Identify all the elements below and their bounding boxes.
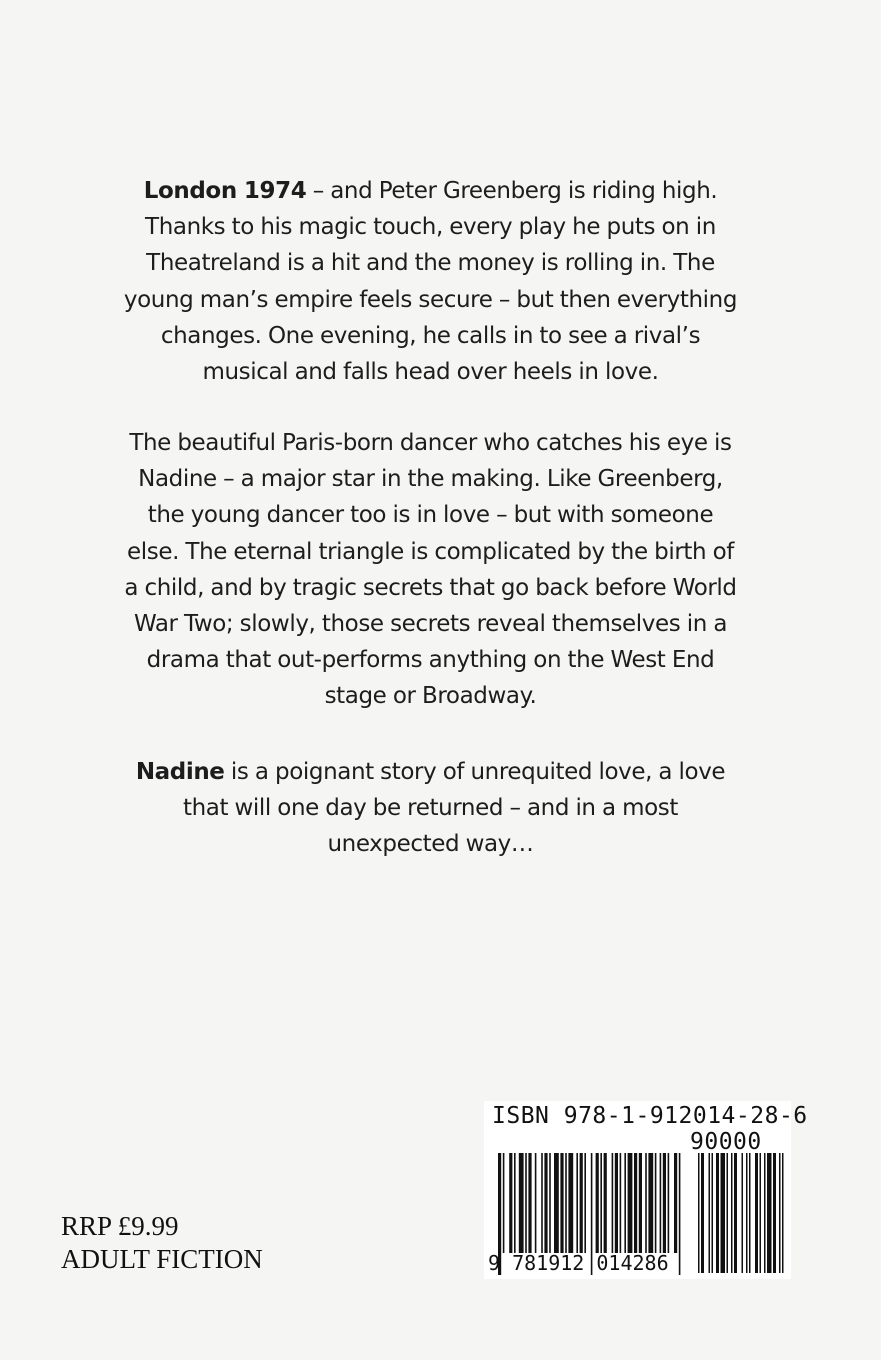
barcode-bar: [519, 1153, 524, 1253]
barcode-bar: [628, 1153, 633, 1253]
barcode-addon-bar: [746, 1153, 748, 1273]
barcode-bar: [663, 1153, 666, 1253]
barcode-bar: [648, 1153, 653, 1253]
barcode-bar: [580, 1153, 583, 1253]
barcode-addon-bar: [721, 1153, 726, 1273]
barcode-bar: [600, 1153, 602, 1253]
barcode-addon-bar: [767, 1153, 772, 1273]
barcode-addon-bar: [764, 1153, 766, 1273]
barcode-bar: [568, 1153, 573, 1253]
barcode-bar: [612, 1153, 614, 1253]
ean-digits: 9 781912 014286: [488, 1251, 669, 1275]
barcode-bar: [584, 1153, 586, 1253]
barcode-addon-bar: [712, 1153, 714, 1273]
barcode-bar: [509, 1153, 512, 1253]
barcode-bar: [679, 1153, 681, 1275]
barcode-addon-bar: [749, 1153, 751, 1273]
barcode-addon-bar: [734, 1153, 737, 1273]
barcode-bar: [514, 1153, 516, 1253]
blurb-lead-location: London 1974: [143, 178, 307, 204]
barcode-addon-bar: [742, 1153, 744, 1273]
barcode-addon-bar: [755, 1153, 758, 1273]
barcode-bar: [528, 1153, 531, 1253]
isbn-barcode: [484, 1101, 808, 1279]
barcode-bar: [634, 1153, 637, 1253]
price-block: [61, 1210, 263, 1276]
barcode-addon-bar: [727, 1153, 729, 1273]
blurb-paragraph-3-text: is a poignant story of unrequited love, a love that will one day be returned – and in a most unexpected way…: [182, 759, 726, 858]
book-category: ADULT FICTION: [61, 1244, 263, 1274]
barcode-addon-bar: [709, 1153, 711, 1273]
blurb-lead-title: Nadine: [135, 759, 225, 785]
barcode-bar: [576, 1153, 578, 1253]
barcode-bar: [674, 1153, 677, 1253]
barcode-bar: [541, 1153, 543, 1253]
blurb-paragraph-1: [120, 173, 741, 390]
barcode-addon-bar: [760, 1153, 762, 1273]
barcode-bar: [624, 1153, 626, 1253]
barcode-bar: [560, 1153, 563, 1253]
barcode-addon-bar: [698, 1153, 700, 1273]
barcode-bar: [565, 1153, 567, 1253]
barcode-bar: [620, 1153, 622, 1253]
blurb-paragraph-1-text: – and Peter Greenberg is riding high. Thanks to his magic touch, every play he puts on in Theatreland is a hit and the money is rolling in. The young man’s empire feels secure – but then everything changes. One evening, he calls in to see a rival’s musical and falls head over heels in love.: [123, 178, 738, 386]
barcode-bar: [525, 1153, 527, 1253]
barcode-bar: [604, 1153, 607, 1253]
barcode-addon-bar: [782, 1153, 784, 1273]
blurb-paragraph-2: [120, 425, 741, 715]
price-addon-digits: 90000: [690, 1129, 762, 1155]
barcode-bar: [668, 1153, 670, 1253]
barcode-bar: [655, 1153, 657, 1253]
barcode-bar: [549, 1153, 551, 1253]
blurb-paragraph-2-text: The beautiful Paris-born dancer who catches his eye is Nadine – a major star in the making. Like Greenberg, the young dancer too is in love – but with someone else. The eternal triangle is complicated by the birth of a child, and by tragic secrets that go back before World War Two; slowly, those secrets reveal themselves in a drama that out-performs anything on the West End stage or Broadway.: [124, 430, 737, 710]
barcode-bar: [544, 1153, 547, 1253]
barcode-bar: [660, 1153, 662, 1253]
rrp-price: RRP £9.99: [61, 1211, 179, 1241]
barcode-bar: [596, 1153, 599, 1253]
barcode-addon-bar: [701, 1153, 704, 1273]
barcode-addon-bar: [779, 1153, 781, 1273]
barcode-addon-bar: [716, 1153, 719, 1273]
barcode-addon-bar: [731, 1153, 733, 1273]
barcode-bar: [503, 1153, 505, 1253]
isbn-label: ISBN 978-1-912014-28-6: [492, 1103, 808, 1129]
blurb-paragraph-3: [120, 754, 741, 863]
barcode-addon-bar: [773, 1153, 776, 1273]
barcode-bar: [615, 1153, 618, 1253]
barcode-bar: [639, 1153, 642, 1253]
barcode-bar: [645, 1153, 647, 1253]
barcode-bar: [535, 1153, 537, 1253]
barcode-bar: [554, 1153, 559, 1253]
